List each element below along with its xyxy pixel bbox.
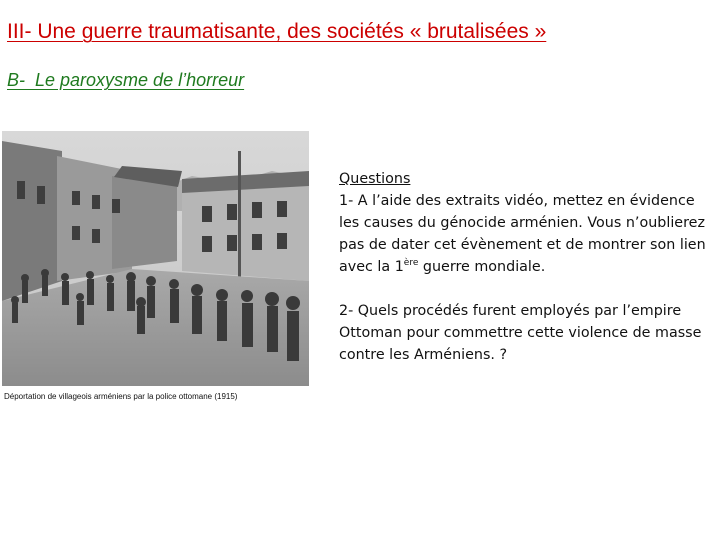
- slide-title: III- Une guerre traumatisante, des sociétés « brutalisées »: [7, 20, 547, 43]
- question-2: 2- Quels procédés furent employés par l’empire Ottoman pour commettre cette violence de masse contre les Arméniens. ?: [339, 303, 702, 363]
- question-1-end: guerre mondiale.: [418, 259, 546, 275]
- questions-heading: Questions: [339, 171, 411, 187]
- question-1: [339, 190, 714, 278]
- deportation-photo: [2, 131, 309, 386]
- question-1-text: 1- A l’aide des extraits vidéo, mettez en évidence les causes du génocide arménien. Vous n’oublierez pas de dater cet évènement et de montrer son lien avec la 1: [339, 193, 706, 275]
- slide-subtitle: B- Le paroxysme de l’horreur: [7, 70, 245, 90]
- questions-panel: [339, 168, 714, 366]
- question-1-superscript: ère: [403, 258, 419, 269]
- photo-caption: Déportation de villageois arméniens par la police ottomane (1915): [4, 392, 238, 401]
